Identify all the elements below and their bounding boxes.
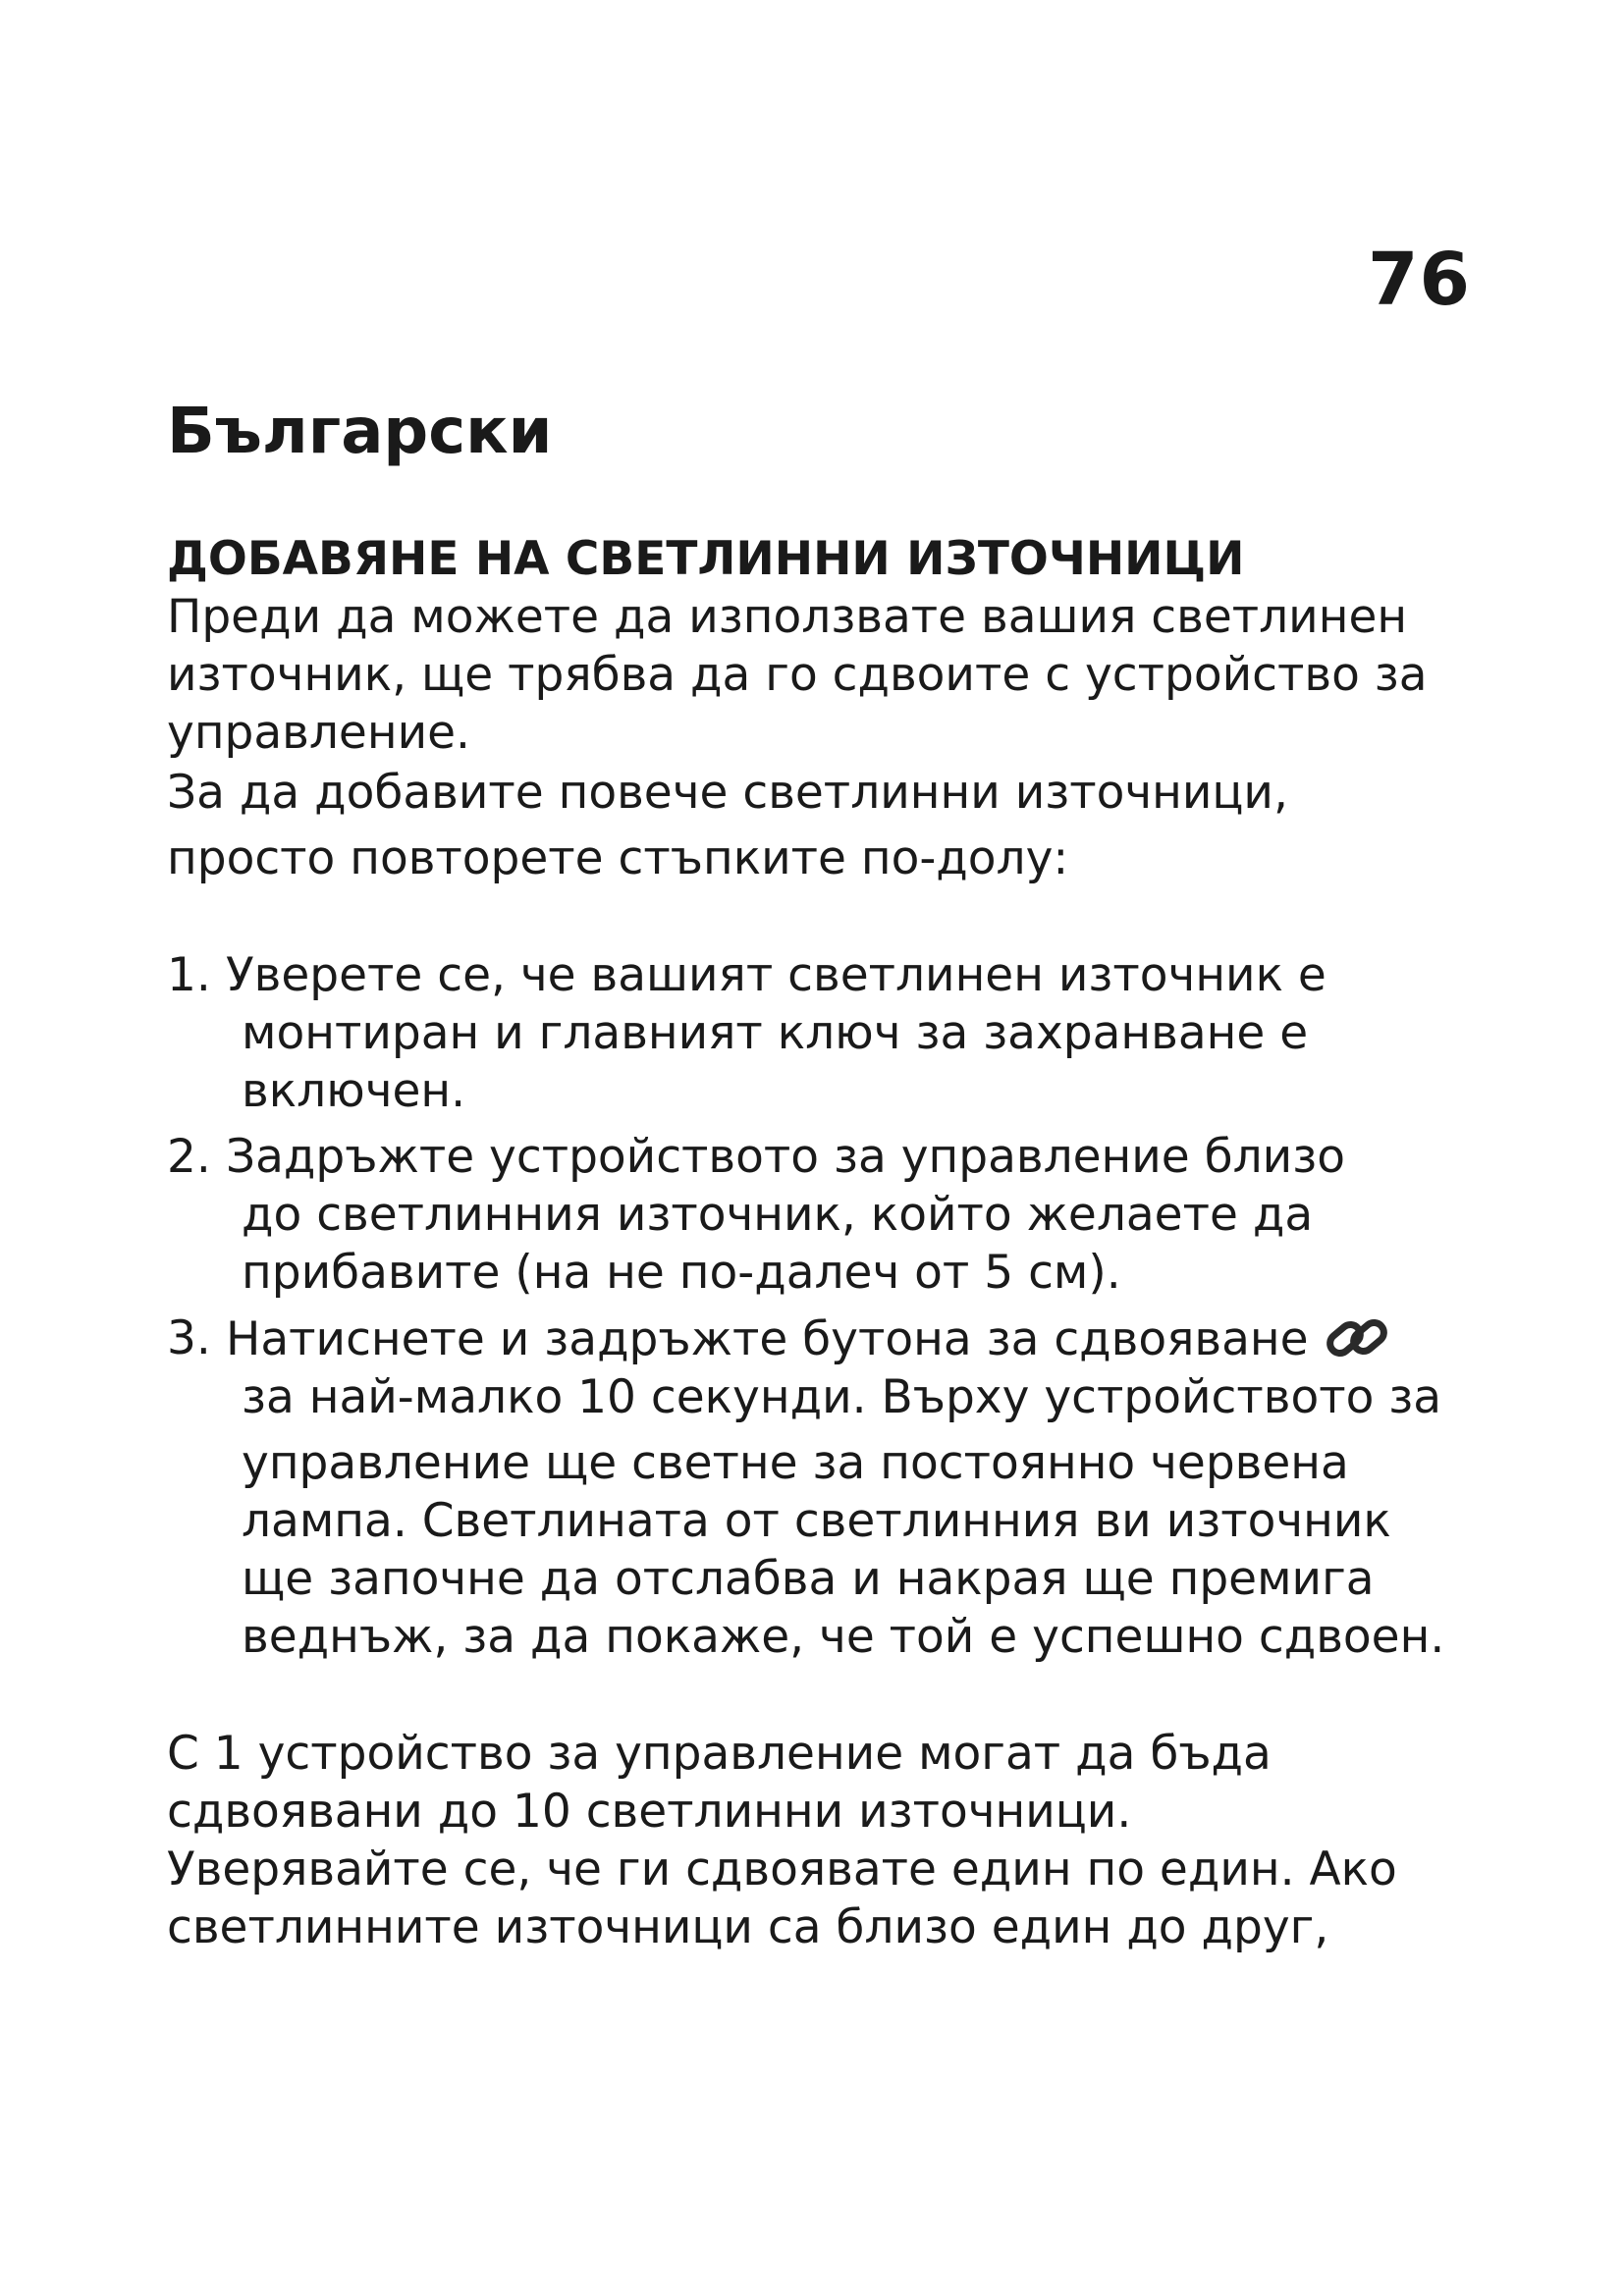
step-item	[167, 1309, 1473, 1666]
step-number: 1.	[167, 948, 211, 1002]
closing-paragraph	[167, 1725, 1473, 1956]
link-icon	[1323, 1309, 1393, 1368]
closing-line: светлинните източници са близо един до друг,	[167, 1900, 1329, 1954]
document-body	[167, 530, 1473, 1956]
step-line: монтиран и главният ключ за захранване е	[242, 1006, 1309, 1060]
step-line-with-icon	[226, 1309, 1473, 1368]
step-line: включен.	[242, 1064, 466, 1118]
step-number: 2.	[167, 1130, 211, 1184]
step-line: лампа. Светлината от светлинния ви източник	[242, 1494, 1391, 1548]
intro-line: Преди да можете да използвате вашия светлинен	[167, 590, 1408, 644]
intro-paragraph-2	[167, 764, 1473, 887]
step-item	[167, 1128, 1473, 1302]
step-line: ще започне да отслабва и накрая ще премига	[242, 1552, 1375, 1606]
step-line: Натиснете и задръжте бутона за сдвояване	[226, 1312, 1309, 1366]
page-number: 76	[1368, 238, 1471, 322]
intro-paragraph	[167, 588, 1473, 762]
closing-line: С 1 устройство за управление могат да бъда	[167, 1727, 1272, 1781]
step-line: управление ще светне за постоянно червена	[242, 1436, 1349, 1490]
steps-list	[167, 946, 1473, 1666]
step-line: прибавите (на не по-далеч от 5 см).	[242, 1246, 1121, 1300]
closing-line: Уверявайте се, че ги сдвоявате един по един. Ако	[167, 1842, 1397, 1896]
step-number: 3.	[167, 1311, 211, 1365]
intro-line: просто повторете стъпките по-долу:	[167, 831, 1069, 885]
step-line: до светлинния източник, който желаете да	[242, 1188, 1314, 1242]
intro-line: За да добавите повече светлинни източници,	[167, 766, 1288, 820]
step-item	[167, 946, 1473, 1120]
intro-line: източник, ще трябва да го сдвоите с устройство за	[167, 648, 1428, 702]
step-line: Уверете се, че вашият светлинен източник е	[226, 948, 1326, 1002]
section-heading: ДОБАВЯНЕ НА СВЕТЛИННИ ИЗТОЧНИЦИ	[167, 532, 1245, 586]
language-title: Български	[167, 396, 553, 468]
intro-line: управление.	[167, 706, 470, 760]
closing-line: сдвоявани до 10 светлинни източници.	[167, 1785, 1132, 1839]
step-line: Задръжте устройството за управление близо	[226, 1130, 1345, 1184]
step-line: за най-малко 10 секунди. Върху устройството за	[242, 1370, 1442, 1424]
step-line: веднъж, за да покаже, че той е успешно сдвоен.	[242, 1610, 1445, 1664]
